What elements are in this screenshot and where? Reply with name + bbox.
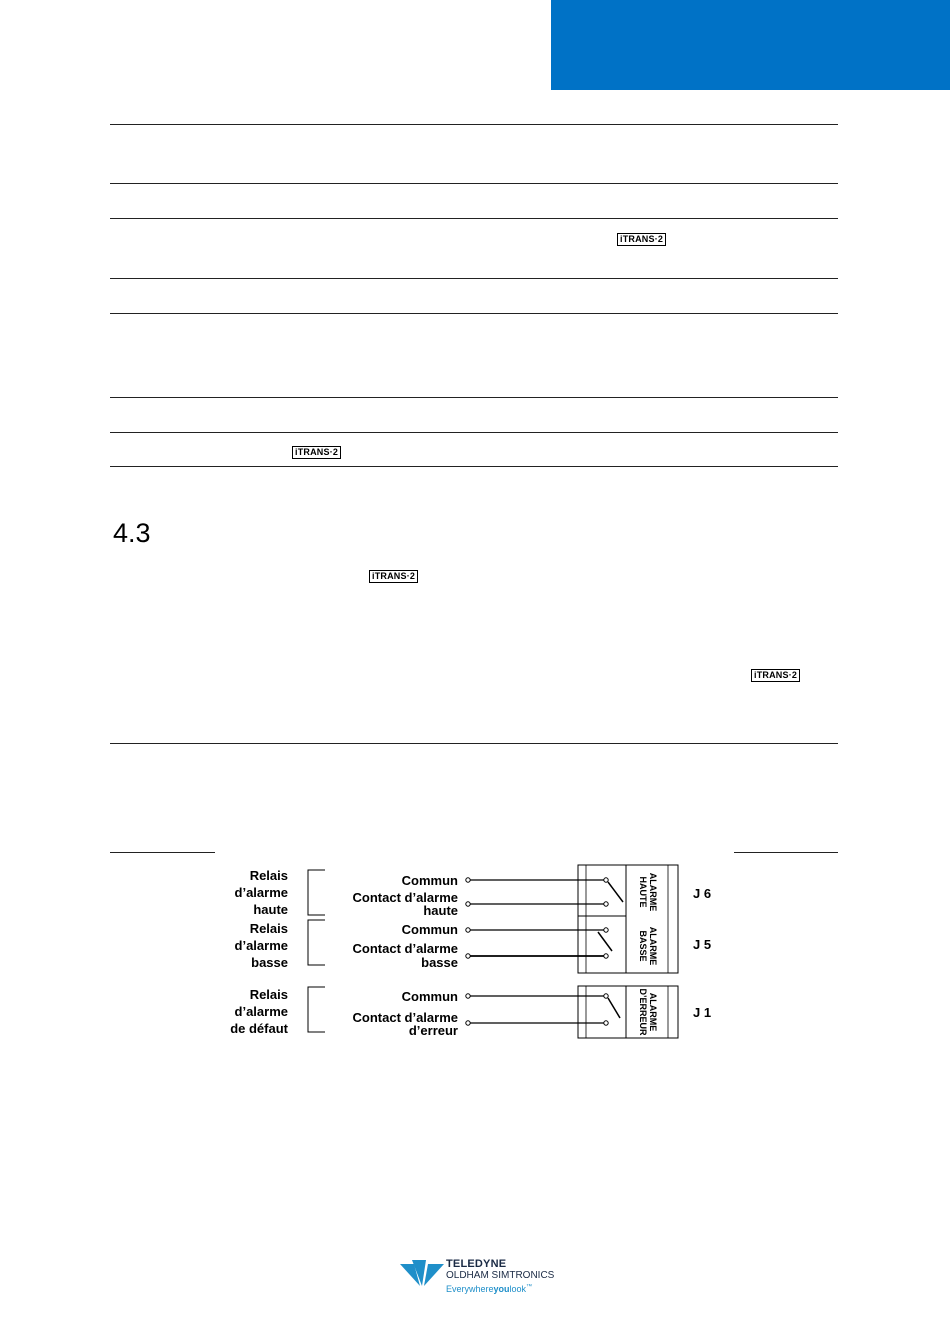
common-label: Commun — [401, 873, 458, 888]
brand-name: TELEDYNE — [446, 1258, 507, 1270]
section-rule — [110, 743, 838, 744]
brand-tagline: Everywhereyoulook™ — [446, 1284, 533, 1294]
terminal — [466, 878, 470, 882]
group-bracket — [308, 920, 325, 965]
terminal — [604, 878, 608, 882]
teledyne-logo-icon — [400, 1258, 448, 1288]
header-color-band — [551, 0, 950, 90]
contact-label-line: d’erreur — [408, 1023, 458, 1038]
footer-brand — [446, 1259, 554, 1295]
contact-label-line: haute — [423, 903, 458, 918]
table-rule — [110, 466, 838, 467]
terminal — [604, 954, 608, 958]
table-rule — [110, 278, 838, 279]
itrans2-logo: iTRANS·2 — [369, 570, 418, 583]
relay-name-line: d’alarme — [234, 1004, 288, 1019]
relay-name-line: Relais — [249, 868, 288, 883]
section-number: 4.3 — [113, 518, 151, 548]
itrans2-logo: iTRANS·2 — [617, 233, 666, 246]
figure-rule-left — [110, 852, 215, 853]
table-rule — [110, 218, 838, 219]
table-rule — [110, 124, 838, 125]
terminal — [604, 928, 608, 932]
module-label: ALARME — [648, 926, 658, 966]
module-label: BASSE — [638, 930, 648, 962]
terminal — [466, 928, 470, 932]
terminal — [466, 994, 470, 998]
relay-name-line: de défaut — [230, 1021, 288, 1036]
contact-label-line: Contact d’alarme — [352, 941, 458, 956]
terminal — [466, 954, 470, 958]
itrans2-logo: iTRANS·2 — [292, 446, 341, 459]
relay-switch — [608, 882, 623, 902]
connector-label: J 1 — [693, 1005, 712, 1020]
relay-switch — [608, 998, 620, 1018]
module-label: D’ERREUR — [638, 988, 648, 1036]
contact-label-line: Contact d’alarme — [352, 1010, 458, 1025]
group-bracket — [308, 870, 325, 915]
relay-name-line: Relais — [249, 987, 288, 1002]
module-label: ALARME — [648, 992, 658, 1032]
relay-name-line: haute — [253, 902, 288, 917]
table-rule — [110, 432, 838, 433]
contact-label-line: Contact d’alarme — [352, 890, 458, 905]
contact-label-line: basse — [421, 955, 458, 970]
terminal — [466, 902, 470, 906]
terminal — [604, 994, 608, 998]
module-label: HAUTE — [638, 876, 648, 908]
common-label: Commun — [401, 989, 458, 1004]
terminal — [466, 1021, 470, 1025]
common-label: Commun — [401, 922, 458, 937]
terminal — [604, 902, 608, 906]
relay-wiring-diagram — [215, 852, 735, 1052]
brand-subname: OLDHAM SIMTRONICS — [446, 1270, 555, 1281]
figure-rule-right — [734, 852, 838, 853]
module-label: ALARME — [648, 872, 658, 912]
table-rule — [110, 183, 838, 184]
table-rule — [110, 313, 838, 314]
relay-switch — [598, 932, 612, 951]
connector-label: J 5 — [693, 937, 712, 952]
relay-name-line: basse — [251, 955, 288, 970]
relay-module-frame — [578, 986, 678, 1038]
relay-name-line: d’alarme — [234, 938, 288, 953]
table-rule — [110, 397, 838, 398]
relay-name-line: d’alarme — [234, 885, 288, 900]
terminal — [604, 1021, 608, 1025]
relay-name-line: Relais — [249, 921, 288, 936]
itrans2-logo: iTRANS·2 — [751, 669, 800, 682]
group-bracket — [308, 987, 325, 1032]
connector-label: J 6 — [693, 886, 712, 901]
